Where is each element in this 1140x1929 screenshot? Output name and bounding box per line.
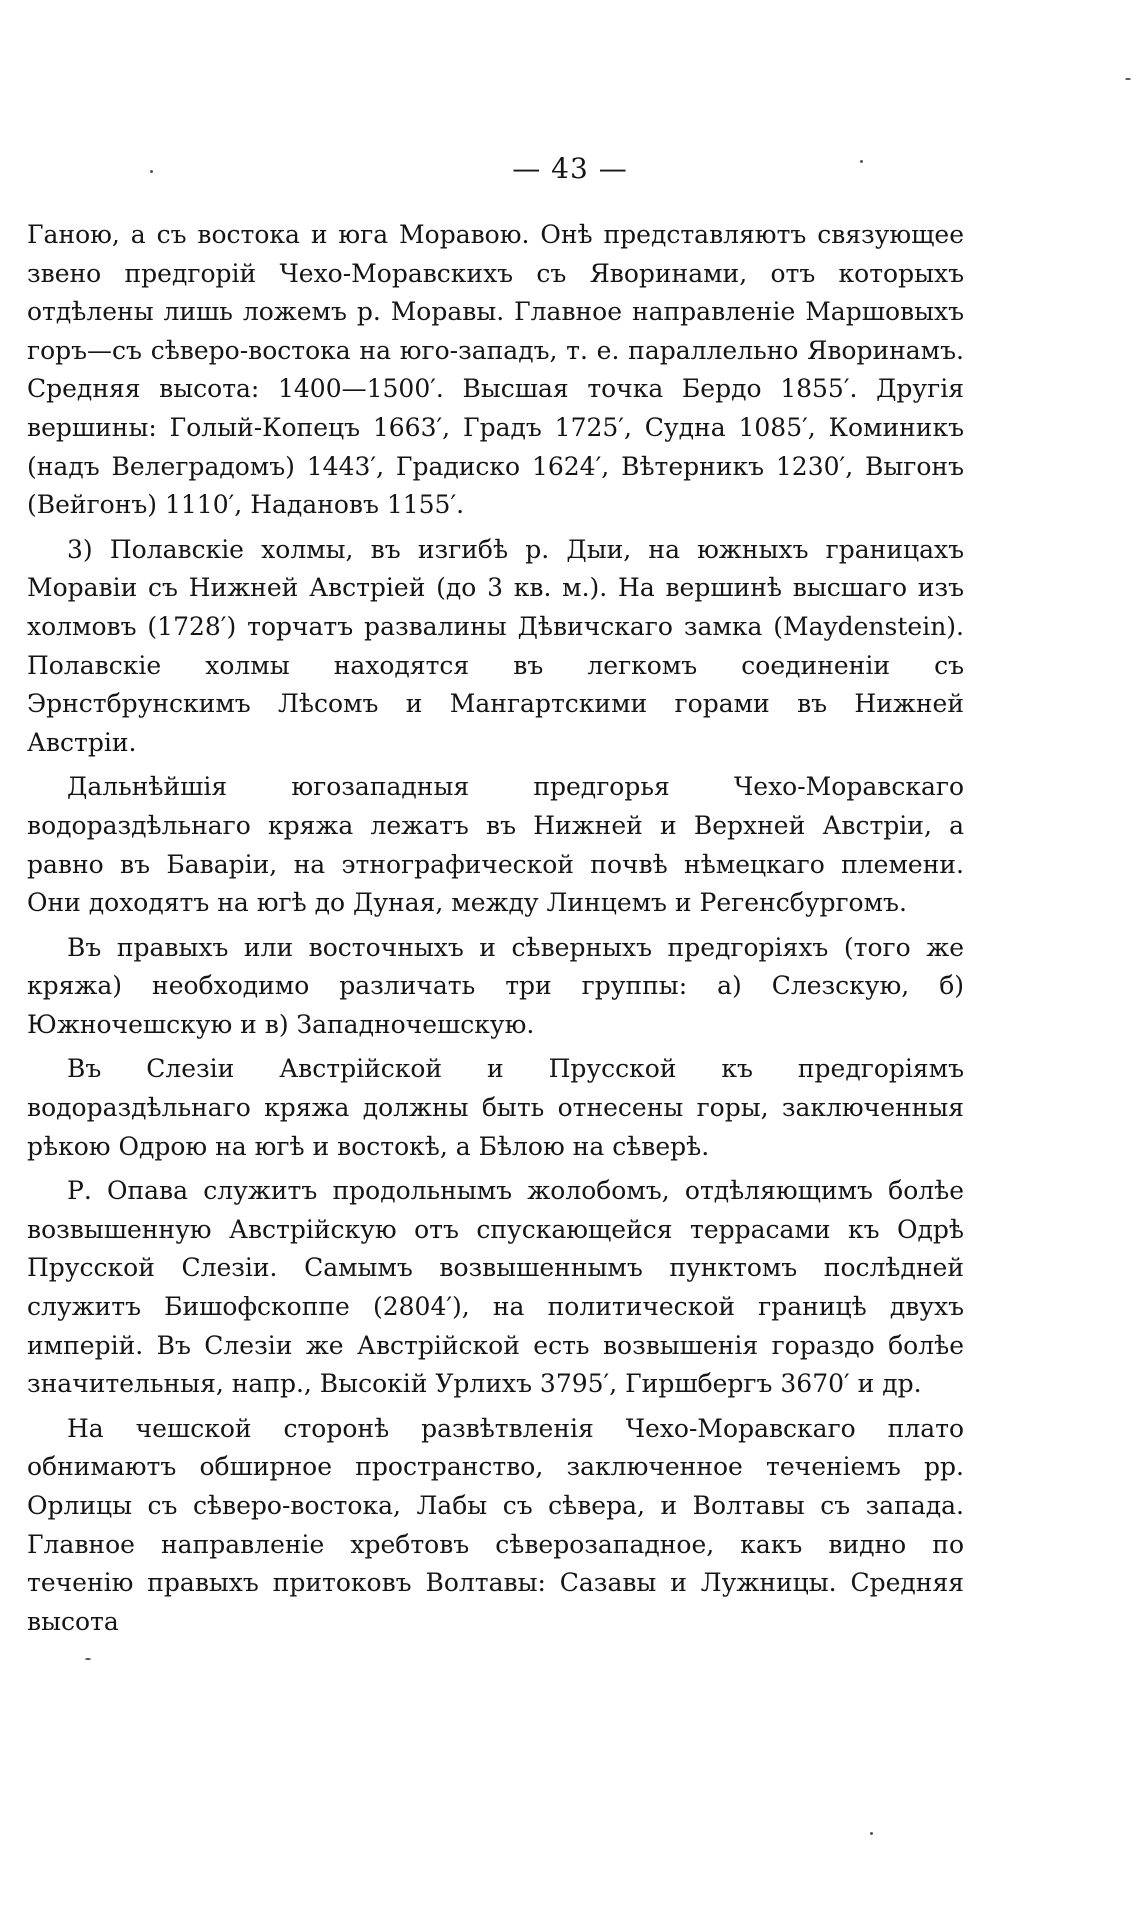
scan-speck [85,1658,91,1660]
paragraph-silesia: Въ Слезіи Австрійской и Прусской къ предгоріямъ водораздѣльнаго кряжа должны быть отнесены горы, заключенныя рѣкою Одрою на югѣ и востокѣ, а Бѣлою на сѣверѣ. [27,1054,964,1161]
scan-speck [1125,78,1131,80]
scan-speck [860,160,863,163]
page-number: — 43 — [512,152,628,185]
paragraph-polava-hills: 3) Полавскіе холмы, въ изгибѣ р. Дыи, на южныхъ границахъ Моравіи съ Нижней Австріей (до 3 кв. м.). На вершинѣ высшаго изъ холмовъ (1728′) торчатъ развалины Дѣвичскаго замка (Maydenstein). Полавскіе холмы находятся въ легкомъ соединеніи съ Эрнстбрунскимъ Лѣсомъ и Мангартскими горами въ Нижней Австріи. [27,534,964,757]
paragraph-three-groups: Въ правыхъ или восточныхъ и сѣверныхъ предгоріяхъ (того же кряжа) необходимо различать три группы: а) Слезскую, б) Южночешскую и в) Западночешскую. [27,932,964,1039]
scan-speck [870,1832,873,1835]
body-text [27,216,964,1647]
paragraph-southwestern-foothills: Дальнѣйшія югозападныя предгорья Чехо-Моравскаго водораздѣльнаго кряжа лежатъ въ Нижней и Верхней Австріи, а равно въ Баваріи, на этнографической почвѣ нѣмецкаго племени. Они доходятъ на югѣ до Дуная, между Линцемъ и Регенсбургомъ. [27,772,964,918]
paragraph-opava: Р. Опава служитъ продольнымъ жолобомъ, отдѣляющимъ болѣе возвышенную Австрійскую отъ спускающейся террасами къ Одрѣ Прусской Слезіи. Самымъ возвышеннымъ пунктомъ послѣдней служитъ Бишофскоппе (2804′), на политической границѣ двухъ имперій. Въ Слезіи же Австрійской есть возвышенія гораздо болѣе значительныя, напр., Высокій Урлихъ 3795′, Гиршбергъ 3670′ и др. [27,1176,964,1399]
paragraph-continuation: Ганою, а съ востока и юга Моравою. Онѣ представляютъ связующее звено предгорій Чехо-Моравскихъ съ Яворинами, отъ которыхъ отдѣлены лишь ложемъ р. Моравы. Главное направленіе Маршовыхъ горъ—съ сѣверо-востока на юго-западъ, т. е. параллельно Яворинамъ. Средняя высота: 1400—1500′. Высшая точка Бердо 1855′. Другія вершины: Голый-Копецъ 1663′, Градъ 1725′, Судна 1085′, Коминикъ (надъ Велеградомъ) 1443′, Градиско 1624′, Вѣтерникъ 1230′, Выгонъ (Вейгонъ) 1110′, Надановъ 1155′. [27,220,964,520]
paragraph-czech-side: На чешской сторонѣ развѣтвленія Чехо-Моравскаго плато обнимаютъ обширное пространство, заключенное теченіемъ рр. Орлицы съ сѣверо-востока, Лабы съ сѣвера, и Волтавы съ запада. Главное направленіе хребтовъ сѣверозападное, какъ видно по теченію правыхъ притоковъ Волтавы: Сазавы и Лужницы. Средняя высота [27,1413,964,1636]
scan-speck [150,170,153,173]
